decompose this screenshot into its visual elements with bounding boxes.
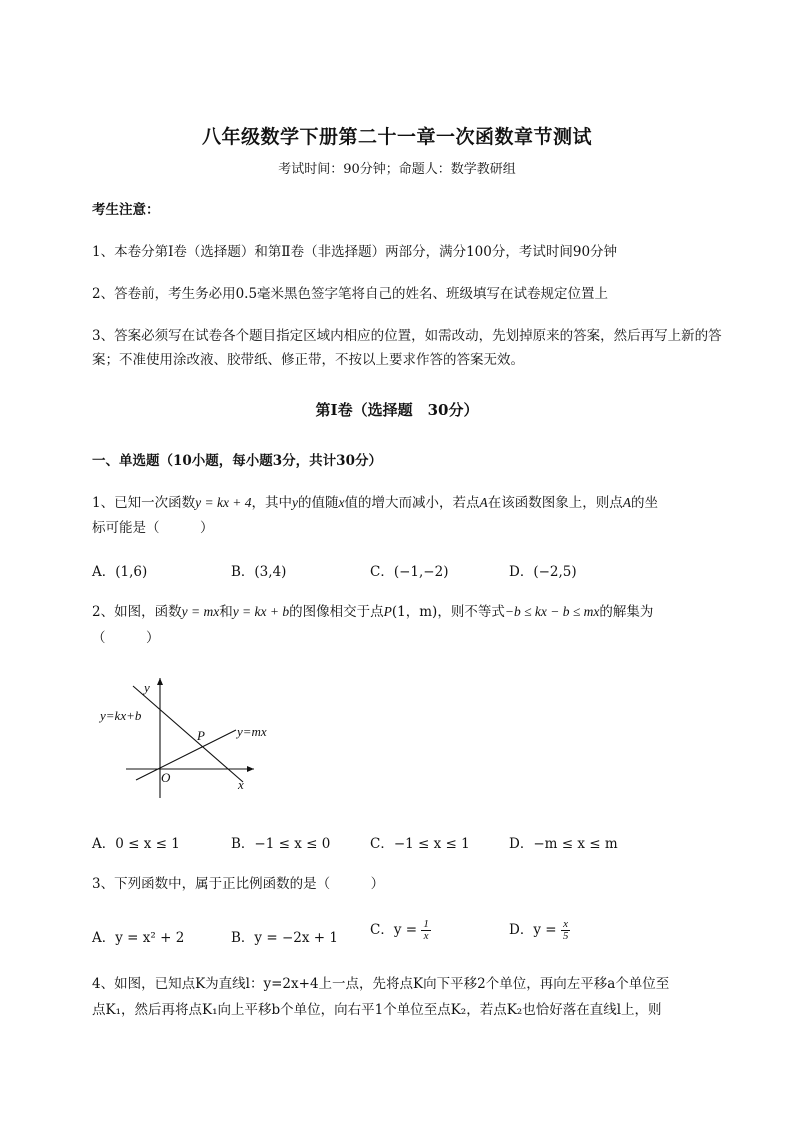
fraction-numerator: x	[563, 918, 569, 930]
exam-info: 考试时间：90分钟；命题人：数学教研组	[278, 162, 516, 177]
section-heading: 一、单选题（10小题，每小题3分，共计30分）	[92, 453, 382, 469]
q2-function-2: y = kx + b	[232, 604, 290, 619]
notice-item-1: 1、本卷分第Ⅰ卷（选择题）和第Ⅱ卷（非选择题）两部分，满分100分，考试时间90分钟	[92, 244, 618, 260]
q3-option-a[interactable]: A．y = x² + 2	[92, 930, 185, 946]
q2-graph	[96, 670, 286, 800]
q3-option-d-fraction	[561, 919, 571, 942]
q2-option-a[interactable]: A．0 ≤ x ≤ 1	[92, 836, 180, 852]
q1-text: 的值随	[298, 495, 339, 511]
question-1-line-2: 标可能是（ ）	[92, 520, 214, 536]
q3-option-c-label: C．y =	[370, 922, 418, 938]
q1-var-x: x	[338, 495, 345, 510]
page-title: 八年级数学下册第二十一章一次函数章节测试	[201, 126, 592, 148]
fraction-denominator: x	[423, 930, 429, 942]
y-axis-label: y	[144, 680, 150, 695]
point-p-label: P	[197, 728, 205, 743]
q2-text: 2、如图，函数	[92, 604, 182, 620]
q3-option-c-fraction	[421, 919, 431, 942]
q1-text: 的坐	[631, 495, 659, 511]
question-4-line-1: 4、如图，已知点K为直线l：y=2x+4上一点，先将点K向下平移2个单位，再向左平移a个单位至	[92, 976, 670, 992]
q1-point-a: A	[622, 495, 632, 510]
q2-text: 的解集为	[599, 604, 654, 620]
q2-text: 的图像相交于点	[289, 604, 384, 620]
q2-function-1: y = mx	[181, 604, 220, 619]
q3-option-d[interactable]	[509, 918, 570, 942]
notice-item-2: 2、答卷前，考生务必用0.5毫米黑色签字笔将自己的姓名、班级填写在试卷规定位置上	[92, 286, 609, 302]
q2-text: 和	[219, 604, 233, 620]
line-kx-plus-b	[133, 686, 243, 782]
q2-option-b[interactable]: B．−1 ≤ x ≤ 0	[231, 836, 331, 852]
notice-heading: 考生注意：	[92, 202, 160, 218]
q2-text: (1，m)，则不等式	[391, 604, 505, 620]
question-3: 3、下列函数中，属于正比例函数的是（ ）	[92, 876, 385, 892]
part1-heading: 第Ⅰ卷（选择题 30分）	[315, 401, 479, 419]
q1-option-a[interactable]: A．(1,6)	[92, 564, 148, 580]
question-2-line-1	[92, 600, 742, 624]
line-kx-plus-b-label: y=kx+b	[100, 708, 142, 723]
q2-option-d[interactable]: D．−m ≤ x ≤ m	[509, 836, 618, 852]
q3-option-d-label: D．y =	[509, 922, 557, 938]
q1-text: ，其中	[251, 495, 293, 511]
q1-option-d[interactable]: D．(−2,5)	[509, 564, 577, 580]
line-mx	[136, 730, 236, 780]
q2-inequality: −b ≤ kx − b ≤ mx	[504, 604, 600, 619]
question-2-line-2: （ ）	[92, 630, 160, 646]
q3-option-b[interactable]: B．y = −2x + 1	[231, 930, 338, 946]
x-axis-arrow-icon	[247, 766, 254, 772]
q3-option-c[interactable]	[370, 918, 431, 942]
origin-label: O	[161, 770, 171, 785]
q1-point-a: A	[479, 495, 488, 510]
q1-text: 值的增大而减小，若点	[344, 495, 480, 511]
q1-function: y = kx + 4	[195, 495, 252, 510]
q2-option-c[interactable]: C．−1 ≤ x ≤ 1	[370, 836, 470, 852]
q2-point-p: P	[383, 604, 392, 619]
question-1-line-1	[92, 491, 742, 515]
notice-item-3: 3、答案必须写在试卷各个题目指定区域内相应的位置，如需改动，先划掉原来的答案，然后再写上新的答案；不准使用涂改液、胶带纸、修正带，不按以上要求作答的答案无效。	[92, 328, 722, 368]
q1-option-b[interactable]: B．(3,4)	[231, 564, 287, 580]
fraction-numerator: 1	[423, 918, 429, 930]
line-mx-label: y=mx	[237, 724, 267, 739]
question-4-line-2: 点K₁，然后再将点K₁向上平移b个单位，向右平1个单位至点K₂，若点K₂也恰好落在直线l上，则	[92, 1002, 662, 1018]
q1-text: 1、已知一次函数	[92, 495, 196, 511]
fraction-denominator: 5	[562, 930, 569, 942]
q1-var-y: y	[292, 495, 299, 510]
y-axis-arrow-icon	[157, 678, 163, 685]
q1-option-c[interactable]: C．(−1,−2)	[370, 564, 449, 580]
x-axis-label: x	[238, 777, 244, 792]
q1-text: 在该函数图象上，则点	[487, 495, 623, 511]
